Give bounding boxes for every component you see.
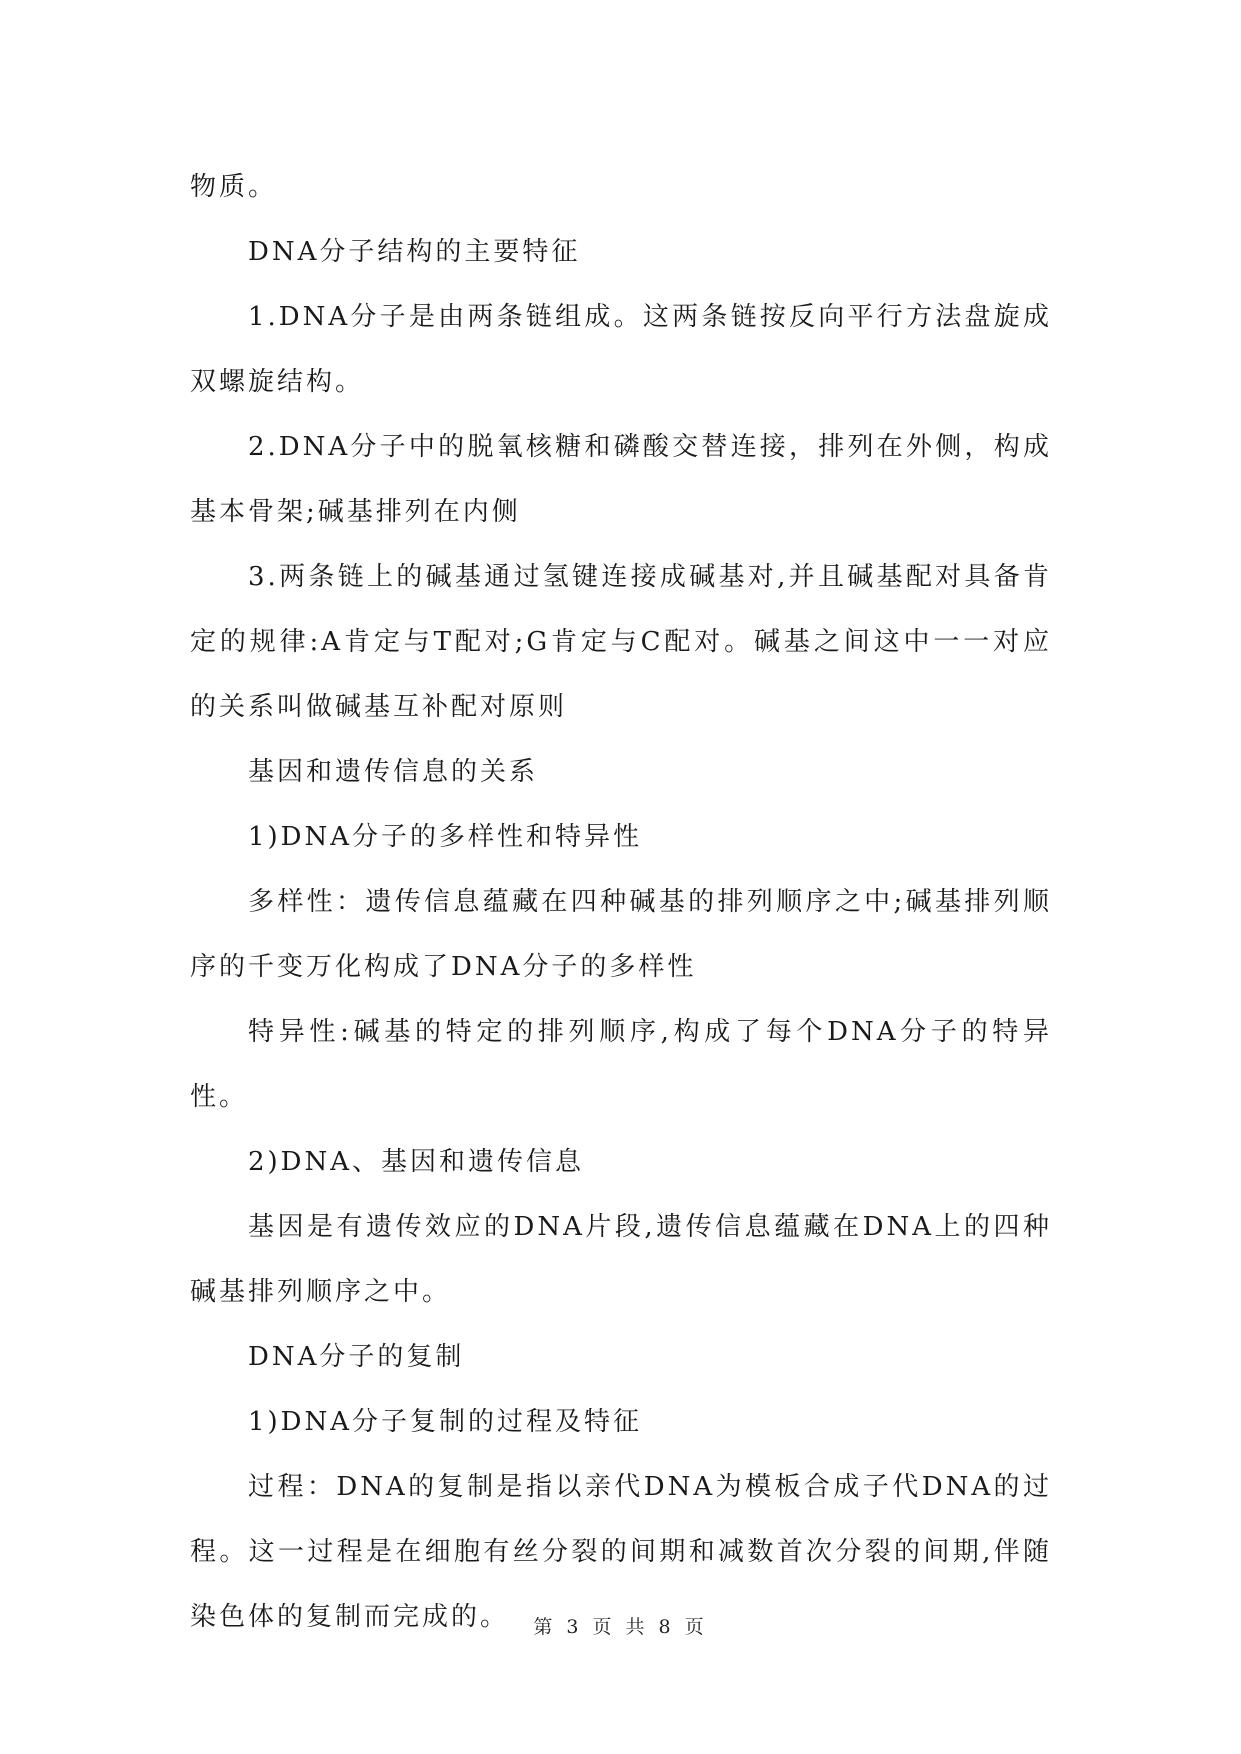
paragraph-feature-1: 1.DNA分子是由两条链组成。这两条链按反向平行方法盘旋成双螺旋结构。	[190, 302, 1052, 397]
paragraph-gene-definition: 基因是有遗传效应的DNA片段,遗传信息蕴藏在DNA上的四种碱基排列顺序之中。	[190, 1212, 1052, 1307]
paragraph-replication-process: 过程：DNA的复制是指以亲代DNA为模板合成子代DNA的过程。这一过程是在细胞有丝分裂的间期和减数首次分裂的间期,伴随染色体的复制而完成的。	[190, 1472, 1052, 1632]
subheading-diversity-specificity: 1)DNA分子的多样性和特异性	[248, 822, 643, 852]
paragraph-diversity: 多样性：遗传信息蕴藏在四种碱基的排列顺序之中;碱基排列顺序的千变万化构成了DNA分子的多样性	[190, 887, 1052, 982]
subheading-replication-process: 1)DNA分子复制的过程及特征	[248, 1407, 643, 1437]
document-body	[190, 155, 1052, 1650]
section-heading-gene-info: 基因和遗传信息的关系	[248, 757, 539, 787]
subheading-dna-gene-info: 2)DNA、基因和遗传信息	[248, 1147, 585, 1177]
paragraph-feature-2: 2.DNA分子中的脱氧核糖和磷酸交替连接，排列在外侧，构成基本骨架;碱基排列在内侧	[190, 432, 1052, 527]
section-heading-dna-replication: DNA分子的复制	[248, 1342, 465, 1372]
paragraph-1: 物质。	[190, 172, 278, 202]
paragraph-feature-3: 3.两条链上的碱基通过氢键连接成碱基对,并且碱基配对具备肯定的规律:A肯定与T配对;G肯定与C配对。碱基之间这中一一对应的关系叫做碱基互补配对原则	[190, 562, 1052, 722]
paragraph-specificity: 特异性:碱基的特定的排列顺序,构成了每个DNA分子的特异性。	[190, 1017, 1052, 1112]
page-number-footer: 第 3 页 共 8 页	[533, 1616, 708, 1638]
section-heading-dna-structure: DNA分子结构的主要特征	[248, 237, 581, 267]
